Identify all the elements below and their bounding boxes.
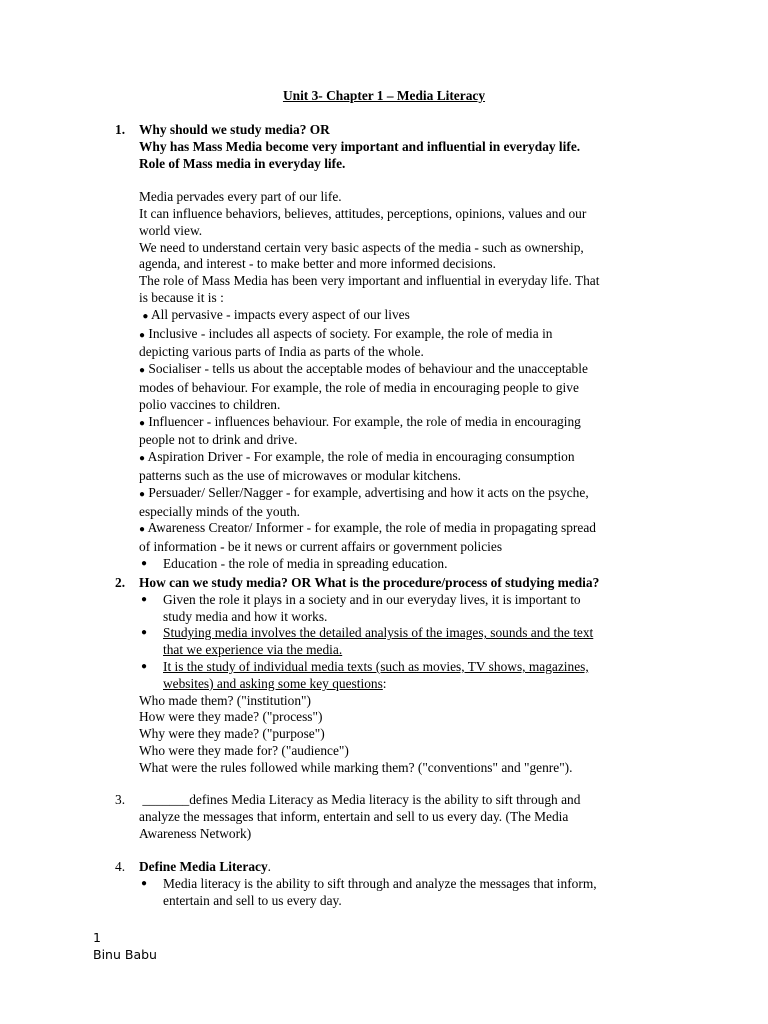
section-number: 4. xyxy=(115,859,126,874)
list-item: ● Socialiser - tells us about the acceptable modes of behaviour and the unacceptable modes of behaviour. For example, the role of media in encouraging people to give polio vaccines to children. xyxy=(139,361,588,412)
list-item: ● Influencer - influences behaviour. For example, the role of media in encouraging people not to drink and drive. xyxy=(139,413,581,448)
section-1 xyxy=(115,122,679,573)
bullet-icon: ● xyxy=(142,310,149,322)
question-line: Why should we study media? OR xyxy=(139,122,330,137)
fill-in-blank: _______ xyxy=(142,792,190,807)
paragraph-line: Media pervades every part of our life. xyxy=(139,189,342,205)
bullet-icon: ● xyxy=(141,877,148,889)
list-item: ● It is the study of individual media texts (such as movies, TV shows, magazines, websites) and asking some key questions: xyxy=(141,658,589,691)
section-number: 1. xyxy=(115,122,126,137)
list-item: ● Persuader/ Seller/Nagger - for example, advertising and how it acts on the psyche, especially minds of the youth. xyxy=(139,484,589,519)
section-3 xyxy=(115,792,679,842)
bullet-icon: ● xyxy=(141,660,148,672)
paragraph-line: agenda, and interest - to make better and more informed decisions. xyxy=(139,256,496,272)
list-item: ● Aspiration Driver - For example, the role of media in encouraging consumption patterns such as the use of microwaves or modular kitchens. xyxy=(139,449,575,483)
list-item: ● Given the role it plays in a society and in our everyday lives, it is important to study media and how it works. xyxy=(141,591,581,624)
bullet-icon: ● xyxy=(141,557,148,569)
question-line: Why has Mass Media become very important and influential in everyday life. xyxy=(139,138,581,154)
bullet-icon: ● xyxy=(141,627,148,639)
paragraph-line: Awareness Network) xyxy=(139,825,252,841)
page-number: 1 xyxy=(93,930,101,945)
page-title: Unit 3- Chapter 1 – Media Literacy xyxy=(282,88,486,103)
bullet-icon: ● xyxy=(139,524,146,536)
list-item: ● Studying media involves the detailed analysis of the images, sounds and the text that we experience via the media. xyxy=(141,625,594,658)
question-text: Why were they made? ("purpose") xyxy=(139,726,325,742)
section-2 xyxy=(115,575,679,777)
list-item: ● Awareness Creator/ Informer - for example, the role of media in propagating spread of information - be it news or current affairs or government policies xyxy=(139,520,596,555)
question-text: How were they made? ("process") xyxy=(139,709,323,725)
section-number: 3. xyxy=(115,792,126,807)
bullet-icon: ● xyxy=(141,593,148,605)
list-item: ● Education - the role of media in spreading education. xyxy=(141,555,448,571)
paragraph-line: analyze the messages that inform, entertain and sell to us every day. (The Media xyxy=(139,808,569,824)
paragraph-line: We need to understand certain very basic aspects of the media - such as ownership, xyxy=(139,239,584,255)
paragraph-line: It can influence behaviors, believes, attitudes, perceptions, opinions, values and our xyxy=(139,205,587,221)
paragraph-line: _______defines Media Literacy as Media literacy is the ability to sift through and xyxy=(142,792,581,807)
paragraph-line: is because it is : xyxy=(139,289,224,305)
paragraph-line: The role of Mass Media has been very important and influential in everyday life. That xyxy=(139,273,600,289)
paragraph-line: world view. xyxy=(139,222,203,238)
page-footer xyxy=(93,929,157,963)
bullet-icon: ● xyxy=(139,365,146,377)
bullet-icon: ● xyxy=(139,488,146,500)
question-text: Who made them? ("institution") xyxy=(139,692,311,708)
section-number: 2. xyxy=(115,575,126,590)
section-4 xyxy=(115,859,679,909)
bullet-icon: ● xyxy=(139,329,146,341)
bullet-icon: ● xyxy=(139,417,146,429)
footer-author: Binu Babu xyxy=(93,947,157,962)
question-text: Who were they made for? ("audience") xyxy=(139,742,349,758)
list-item: ● Inclusive - includes all aspects of society. For example, the role of media in depicting various parts of India as parts of the whole. xyxy=(139,325,553,360)
list-item: ● Media literacy is the ability to sift through and analyze the messages that inform, entertain and sell to us every day. xyxy=(141,875,597,908)
question-line: How can we study media? OR What is the procedure/process of studying media? xyxy=(139,575,600,590)
list-item: ● All pervasive - impacts every aspect of our lives xyxy=(142,306,410,322)
question-line: Define Media Literacy. xyxy=(139,859,272,874)
bullet-icon: ● xyxy=(139,453,146,465)
question-text: What were the rules followed while marking them? ("conventions" and "genre"). xyxy=(139,759,573,775)
question-line: Role of Mass media in everyday life. xyxy=(139,155,346,171)
